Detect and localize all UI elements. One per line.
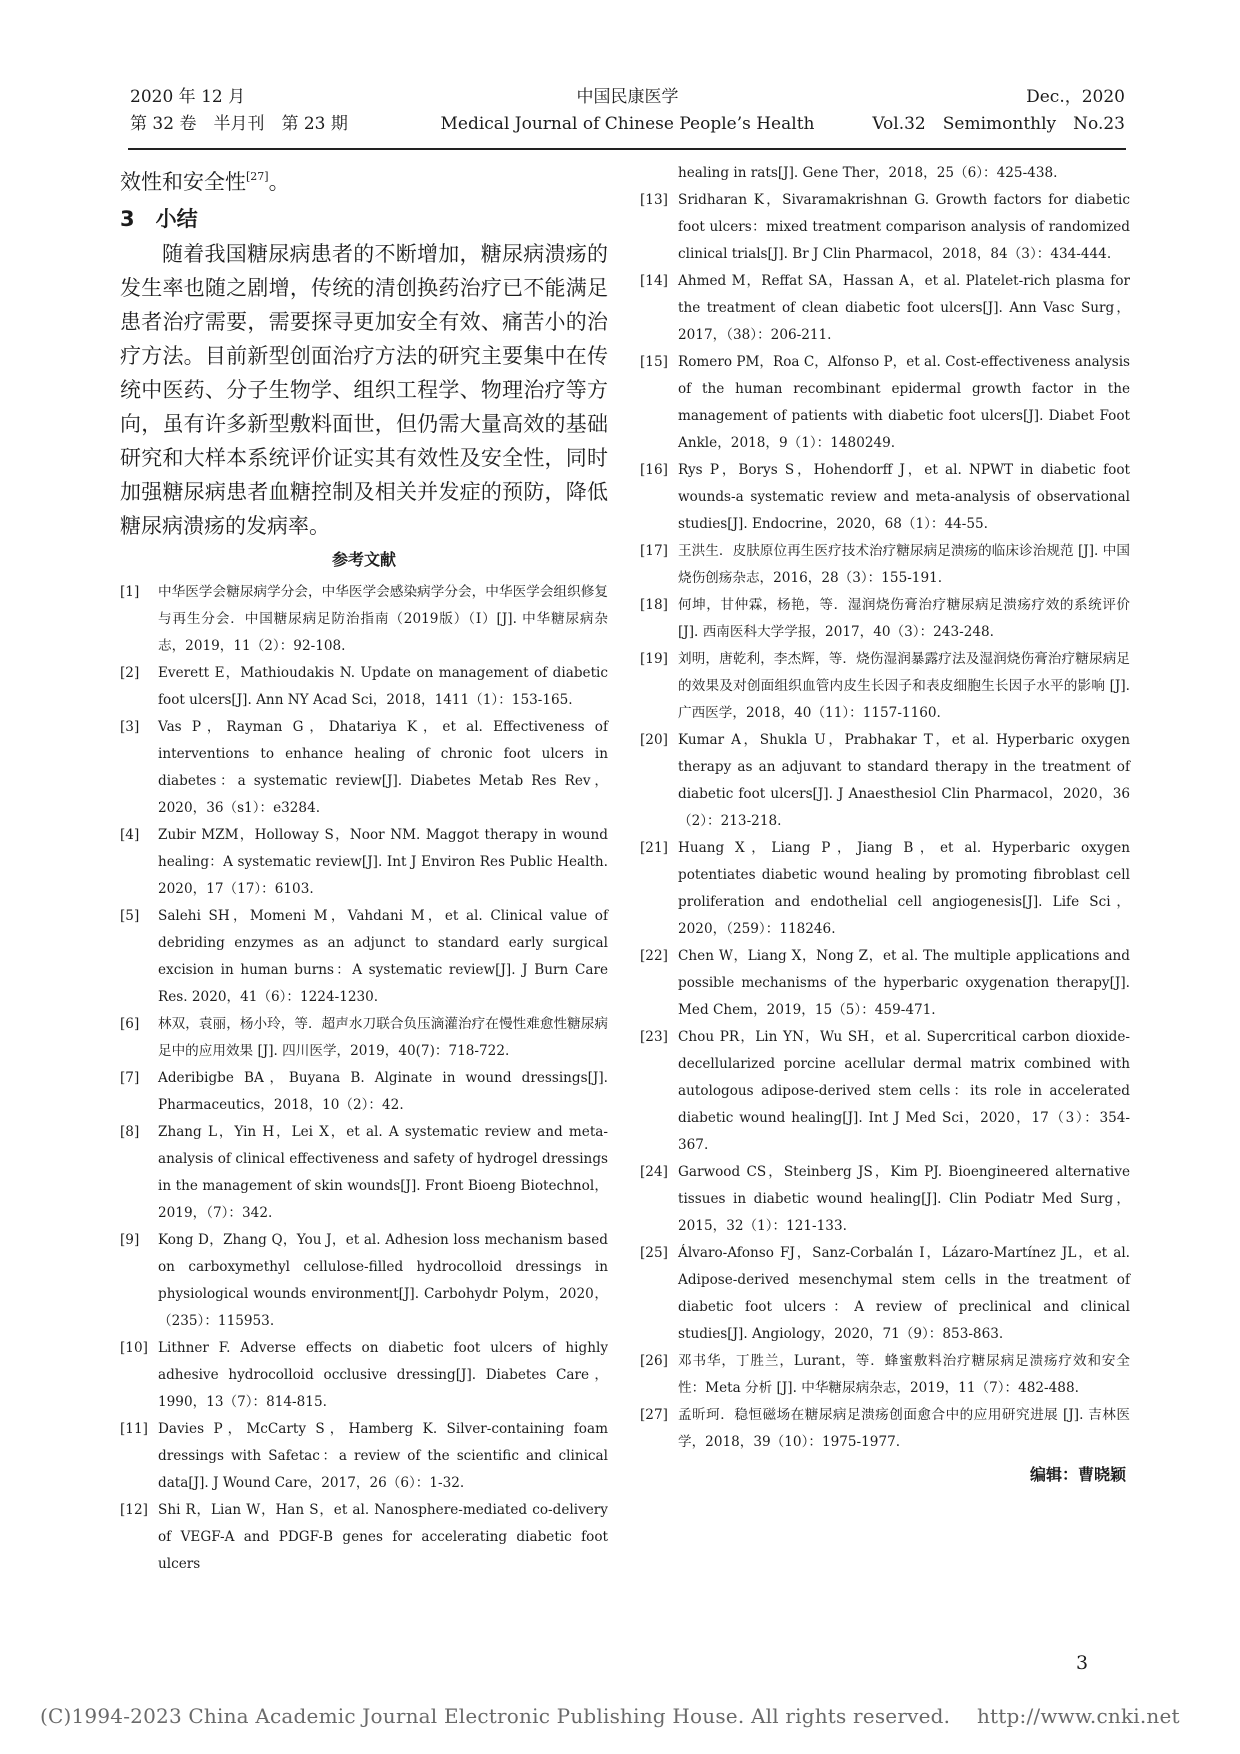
reference-item <box>640 646 1130 727</box>
reference-text: Davies P，McCarty S，Hamberg K. Silver-containing foam dressings with Safetac：a review of the scientific and clinical data[J]. J Wound Care，2017，26（6）：1-32. <box>158 1421 608 1491</box>
reference-item <box>640 835 1130 943</box>
reference-item <box>120 1011 608 1065</box>
reference-text: Huang X，Liang P，Jiang B，et al. Hyperbaric oxygen potentiates diabetic wound healing by promoting fibroblast cell proliferation and endothelial cell angiogenesis[J]. Life Sci，2020，（259）：118246. <box>678 840 1130 937</box>
reference-text: Chou PR，Lin YN，Wu SH，et al. Supercritical carbon dioxide-decellularized porcine acellular dermal matrix combined with autologous adipose-derived stem cells：its role in accelerated diabetic wound healing[J]. Int J Med Sci，2020，17（3）：354-367. <box>678 1029 1130 1153</box>
reference-text: 何坤，甘仲霖，杨艳，等．湿润烧伤膏治疗糖尿病足溃疡疗效的系统评价 [J]. 西南医科大学学报，2017，40（3）：243-248. <box>678 597 1130 640</box>
reference-text: Sridharan K，Sivaramakrishnan G. Growth factors for diabetic foot ulcers：mixed treatment comparison analysis of randomized clinical trials[J]. Br J Clin Pharmacol，2018，84（3）：434-444. <box>678 192 1130 262</box>
reference-text: 孟昕珂．稳恒磁场在糖尿病足溃疡创面愈合中的应用研究进展 [J]. 吉林医学，2018，39（10）：1975-1977. <box>678 1407 1130 1450</box>
reference-item <box>640 187 1130 268</box>
reference-text: Garwood CS，Steinberg JS，Kim PJ. Bioengineered alternative tissues in diabetic wound healing[J]. Clin Podiatr Med Surg，2015，32（1）：121-133. <box>678 1164 1130 1234</box>
journal-title-en: Medical Journal of Chinese People’s Health <box>440 114 815 134</box>
issue-date-cn: 2020 年 12 月 <box>130 87 246 107</box>
reference-number: [6] <box>120 1016 140 1032</box>
reference-item <box>640 592 1130 646</box>
reference-number: [19] <box>640 651 668 667</box>
references-list-left <box>120 579 608 1578</box>
reference-item <box>640 349 1130 457</box>
reference-item <box>640 1159 1130 1240</box>
reference-text: Rys P，Borys S，Hohendorff J，et al. NPWT in diabetic foot wounds-a systematic review and meta-analysis of observational studies[J]. Endocrine，2020，68（1）：44-55. <box>678 462 1130 532</box>
reference-item <box>640 943 1130 1024</box>
editor-credit: 编辑：曹晓颖 <box>1029 1465 1126 1484</box>
reference-item <box>120 903 608 1011</box>
copyright-footer: (C)1994-2023 China Academic Journal Electronic Publishing House. All rights reserved. http://www.cnki.net <box>40 1704 1180 1728</box>
reference-item <box>120 822 608 903</box>
reference-number: [14] <box>640 273 668 289</box>
reference-text: Romero PM，Roa C，Alfonso P，et al. Cost-effectiveness analysis of the human recombinant epidermal growth factor in the management of patients with diabetic foot ulcers[J]. Diabet Foot Ankle，2018，9（1）：1480249. <box>678 354 1131 451</box>
reference-continuation <box>640 160 1130 187</box>
reference-number: [5] <box>120 908 140 924</box>
reference-number: [21] <box>640 840 668 856</box>
left-column <box>120 160 608 1578</box>
reference-text: Kong D，Zhang Q，You J，et al. Adhesion loss mechanism based on carboxymethyl cellulose-filled hydrocolloid dressings in physiological wounds environment[J]. Carbohydr Polym，2020，（235）：115953. <box>158 1232 608 1329</box>
reference-number: [20] <box>640 732 668 748</box>
reference-text: Aderibigbe BA，Buyana B. Alginate in wound dressings[J]. Pharmaceutics，2018，10（2）：42. <box>158 1070 608 1113</box>
reference-number: [9] <box>120 1232 140 1248</box>
reference-text: 王洪生．皮肤原位再生医疗技术治疗糖尿病足溃疡的临床诊治规范 [J]. 中国烧伤创疡杂志，2016，28（3）：155-191. <box>678 543 1130 586</box>
reference-number: [2] <box>120 665 140 681</box>
reference-text: 中华医学会糖尿病学分会，中华医学会感染病学分会，中华医学会组织修复与再生分会．中国糖尿病足防治指南（2019版）（Ⅰ）[J]. 中华糖尿病杂志，2019，11（2）：92-108. <box>158 584 608 654</box>
right-column <box>640 160 1130 1490</box>
reference-text: 邓书华，丁胜兰，Lurant，等．蜂蜜敷料治疗糖尿病足溃疡疗效和安全性：Meta 分析 [J]. 中华糖尿病杂志，2019，11（7）：482-488. <box>678 1353 1130 1396</box>
reference-number: [23] <box>640 1029 668 1045</box>
reference-item <box>640 1348 1130 1402</box>
reference-text: Everett E，Mathioudakis N. Update on management of diabetic foot ulcers[J]. Ann NY Acad Sci，2018，1411（1）：153-165. <box>158 665 608 708</box>
reference-number: [7] <box>120 1070 140 1086</box>
reference-number: [1] <box>120 584 140 600</box>
reference-number: [22] <box>640 948 668 964</box>
reference-item <box>120 1227 608 1335</box>
reference-text: Lithner F. Adverse effects on diabetic foot ulcers of highly adhesive hydrocolloid occlusive dressing[J]. Diabetes Care，1990，13（7）：814-815. <box>158 1340 608 1410</box>
section-heading: 3 小结 <box>120 207 198 231</box>
references-title: 参考文献 <box>331 550 396 569</box>
reference-number: [25] <box>640 1245 668 1261</box>
reference-number: [17] <box>640 543 668 559</box>
reference-text: 刘明，唐乾利，李杰辉，等．烧伤湿润暴露疗法及湿润烧伤膏治疗糖尿病足的效果及对创面组织血管内皮生长因子和表皮细胞生长因子水平的影响 [J]. 广西医学，2018，40（11）：1157-1160. <box>678 651 1130 721</box>
reference-number: [8] <box>120 1124 140 1140</box>
reference-item <box>640 268 1130 349</box>
header-right <box>872 84 1125 138</box>
running-header <box>130 84 1125 140</box>
reference-item <box>120 579 608 660</box>
lead-text <box>120 160 608 199</box>
reference-number: [12] <box>120 1502 148 1518</box>
reference-text: healing in rats[J]. Gene Ther，2018，25（6）：425-438. <box>678 165 1058 181</box>
reference-number: [4] <box>120 827 140 843</box>
issue-date-en: Dec.，2020 <box>1026 87 1125 107</box>
volume-issue-en: Vol.32 Semimonthly No.23 <box>872 114 1125 134</box>
reference-item <box>120 714 608 822</box>
reference-item <box>120 660 608 714</box>
reference-item <box>120 1065 608 1119</box>
reference-number: [10] <box>120 1340 148 1356</box>
citation-sup: [27] <box>246 170 269 183</box>
reference-number: [26] <box>640 1353 668 1369</box>
reference-item <box>120 1416 608 1497</box>
reference-item <box>120 1119 608 1227</box>
lead-text-main: 效性和安全性 <box>120 170 246 194</box>
journal-title-cn: 中国民康医学 <box>576 87 679 107</box>
volume-issue-cn: 第 32 卷 半月刊 第 23 期 <box>130 114 348 134</box>
reference-text: Vas P，Rayman G，Dhatariya K，et al. Effectiveness of interventions to enhance healing of chronic foot ulcers in diabetes：a systematic review[J]. Diabetes Metab Res Rev，2020，36（s1）：e3284. <box>158 719 608 816</box>
reference-number: [3] <box>120 719 140 735</box>
reference-item <box>640 1024 1130 1159</box>
header-rule <box>128 148 1126 150</box>
reference-number: [24] <box>640 1164 668 1180</box>
reference-text: Kumar A，Shukla U，Prabhakar T，et al. Hyperbaric oxygen therapy as an adjuvant to standard therapy in the treatment of diabetic foot ulcers[J]. J Anaesthesiol Clin Pharmacol，2020，36（2）：213-218. <box>678 732 1130 829</box>
reference-number: [13] <box>640 192 668 208</box>
reference-text: Chen W，Liang X，Nong Z，et al. The multiple applications and possible mechanisms of the hyperbaric oxygenation therapy[J]. Med Chem，2019，15（5）：459-471. <box>678 948 1130 1018</box>
reference-item <box>640 538 1130 592</box>
reference-item <box>640 457 1130 538</box>
reference-item <box>640 1240 1130 1348</box>
reference-text: Álvaro-Afonso FJ，Sanz-Corbalán I，Lázaro-Martínez JL，et al. Adipose-derived mesenchymal stem cells in the treatment of diabetic foot ulcers：A review of preclinical and clinical studies[J]. Angiology，2020，71（9）：853-863. <box>678 1245 1130 1342</box>
reference-number: [18] <box>640 597 668 613</box>
reference-text: Ahmed M，Reffat SA，Hassan A，et al. Platelet-rich plasma for the treatment of clean diabetic foot ulcers[J]. Ann Vasc Surg，2017，（38）：206-211. <box>678 273 1130 343</box>
reference-text: 林双，袁丽，杨小玲，等．超声水刀联合负压滴灌治疗在慢性难愈性糖尿病足中的应用效果 [J]. 四川医学，2019，40(7)：718-722. <box>158 1016 608 1059</box>
reference-text: Zhang L，Yin H，Lei X，et al. A systematic review and meta-analysis of clinical effectiveness and safety of hydrogel dressings in the management of skin wounds[J]. Front Bioeng Biotechnol，2019，（7）：342. <box>158 1124 608 1221</box>
summary-paragraph: 随着我国糖尿病患者的不断增加，糖尿病溃疡的发生率也随之剧增，传统的清创换药治疗已不能满足患者治疗需要，需要探寻更加安全有效、痛苦小的治疗方法。目前新型创面治疗方法的研究主要集中在传统中医药、分子生物学、组织工程学、物理治疗等方向，虽有许多新型敷料面世，但仍需大量高效的基础研究和大样本系统评价证实其有效性及安全性，同时加强糖尿病患者血糖控制及相关并发症的预防，降低糖尿病溃疡的发病率。 <box>120 242 608 538</box>
lead-text-end: 。 <box>268 170 290 194</box>
page-number: 3 <box>1076 1652 1089 1674</box>
reference-number: [27] <box>640 1407 668 1423</box>
references-list-right <box>640 187 1130 1456</box>
reference-item <box>640 1402 1130 1456</box>
reference-number: [16] <box>640 462 668 478</box>
reference-text: Shi R，Lian W，Han S，et al. Nanosphere-mediated co-delivery of VEGF-A and PDGF-B genes for accelerating diabetic foot ulcers <box>158 1502 608 1572</box>
reference-item <box>640 727 1130 835</box>
reference-number: [15] <box>640 354 668 370</box>
reference-text: Zubir MZM，Holloway S，Noor NM. Maggot therapy in wound healing：A systematic review[J]. Int J Environ Res Public Health. 2020，17（17）：6103. <box>158 827 608 897</box>
reference-text: Salehi SH，Momeni M，Vahdani M，et al. Clinical value of debriding enzymes as an adjunct to standard early surgical excision in human burns：A systematic review[J]. J Burn Care Res. 2020，41（6）：1224-1230. <box>158 908 608 1005</box>
reference-item <box>120 1497 608 1578</box>
reference-number: [11] <box>120 1421 148 1437</box>
reference-item <box>120 1335 608 1416</box>
